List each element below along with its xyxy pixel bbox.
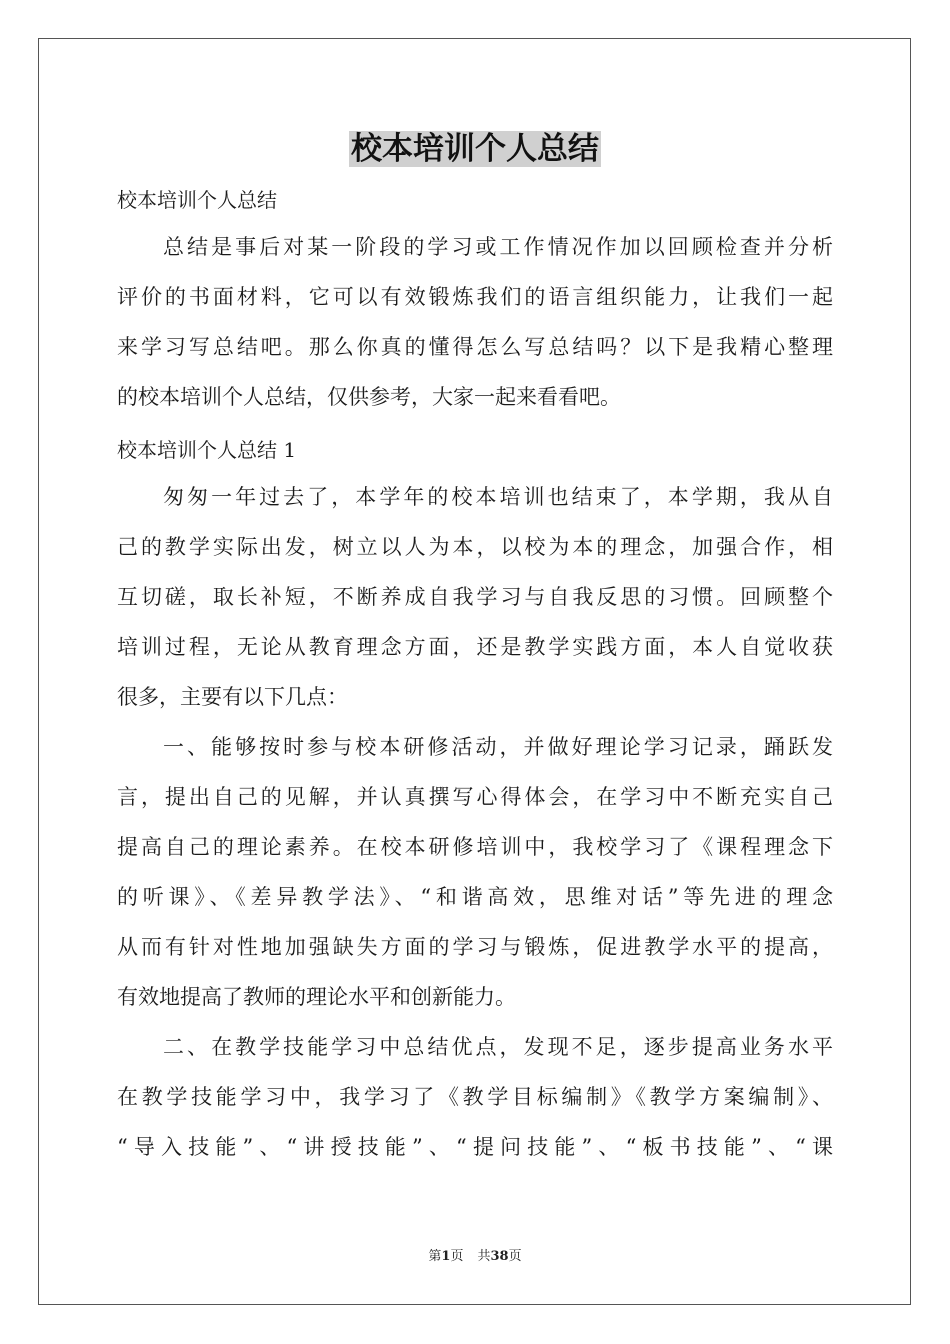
intro-paragraph: [117, 222, 833, 422]
paragraph-line: 从而有针对性地加强缺失方面的学习与锻炼，促进教学水平的提高，: [117, 935, 833, 959]
paragraph-line: 匆匆一年过去了，本学年的校本培训也结束了，本学期，我从自: [163, 485, 833, 509]
paragraph-line: 的校本培训个人总结，仅供参考，大家一起来看看吧。: [117, 385, 621, 409]
paragraph-line: 言，提出自己的见解，并认真撰写心得体会，在学习中不断充实自己: [117, 785, 833, 809]
paragraph-line: 互切磋，取长补短，不断养成自我学习与自我反思的习惯。回顾整个: [117, 585, 833, 609]
paragraph-line: 己的教学实际出发，树立以人为本，以校为本的理念，加强合作，相: [117, 535, 833, 559]
footer-total-prefix: 共: [477, 1249, 491, 1264]
paragraph-line: 来学习写总结吧。那么你真的懂得怎么写总结吗？以下是我精心整理: [117, 335, 833, 359]
footer-total-pages: 38: [490, 1249, 509, 1264]
paragraph-line: 很多，主要有以下几点：: [117, 685, 348, 709]
document-title-text: 校本培训个人总结: [351, 131, 599, 167]
paragraph-3: [117, 1022, 833, 1172]
document-title: [0, 127, 950, 171]
paragraph-2: [117, 722, 833, 1022]
paragraph-line: 的听课》、《差异教学法》、“和谐高效，思维对话”等先进的理念: [117, 885, 833, 909]
section-heading: 校本培训个人总结: [117, 188, 277, 212]
paragraph-line: 在教学技能学习中，我学习了《教学目标编制》《教学方案编制》、: [117, 1085, 833, 1109]
footer-page-suffix: 页: [450, 1249, 464, 1264]
paragraph-1: [117, 472, 833, 722]
paragraph-line: 提高自己的理论素养。在校本研修培训中，我校学习了《课程理念下: [117, 835, 833, 859]
footer-page-prefix: 第: [428, 1249, 442, 1264]
footer-total-suffix: 页: [508, 1249, 522, 1264]
section-heading: 校本培训个人总结 1: [117, 438, 297, 462]
paragraph-line: 总结是事后对某一阶段的学习或工作情况作加以回顾检查并分析: [163, 235, 833, 259]
paragraph-line: “导入技能”、“讲授技能”、“提问技能”、“板书技能”、“课: [117, 1135, 833, 1159]
paragraph-line: 一、能够按时参与校本研修活动，并做好理论学习记录，踊跃发: [163, 735, 833, 759]
paragraph-line: 二、在教学技能学习中总结优点，发现不足，逐步提高业务水平: [163, 1035, 833, 1059]
paragraph-line: 评价的书面材料，它可以有效锻炼我们的语言组织能力，让我们一起: [117, 285, 833, 309]
page-footer: [0, 1245, 950, 1264]
paragraph-line: 培训过程，无论从教育理念方面，还是教学实践方面，本人自觉收获: [117, 635, 833, 659]
paragraph-line: 有效地提高了教师的理论水平和创新能力。: [117, 985, 516, 1009]
footer-page-number: 1: [441, 1249, 451, 1264]
